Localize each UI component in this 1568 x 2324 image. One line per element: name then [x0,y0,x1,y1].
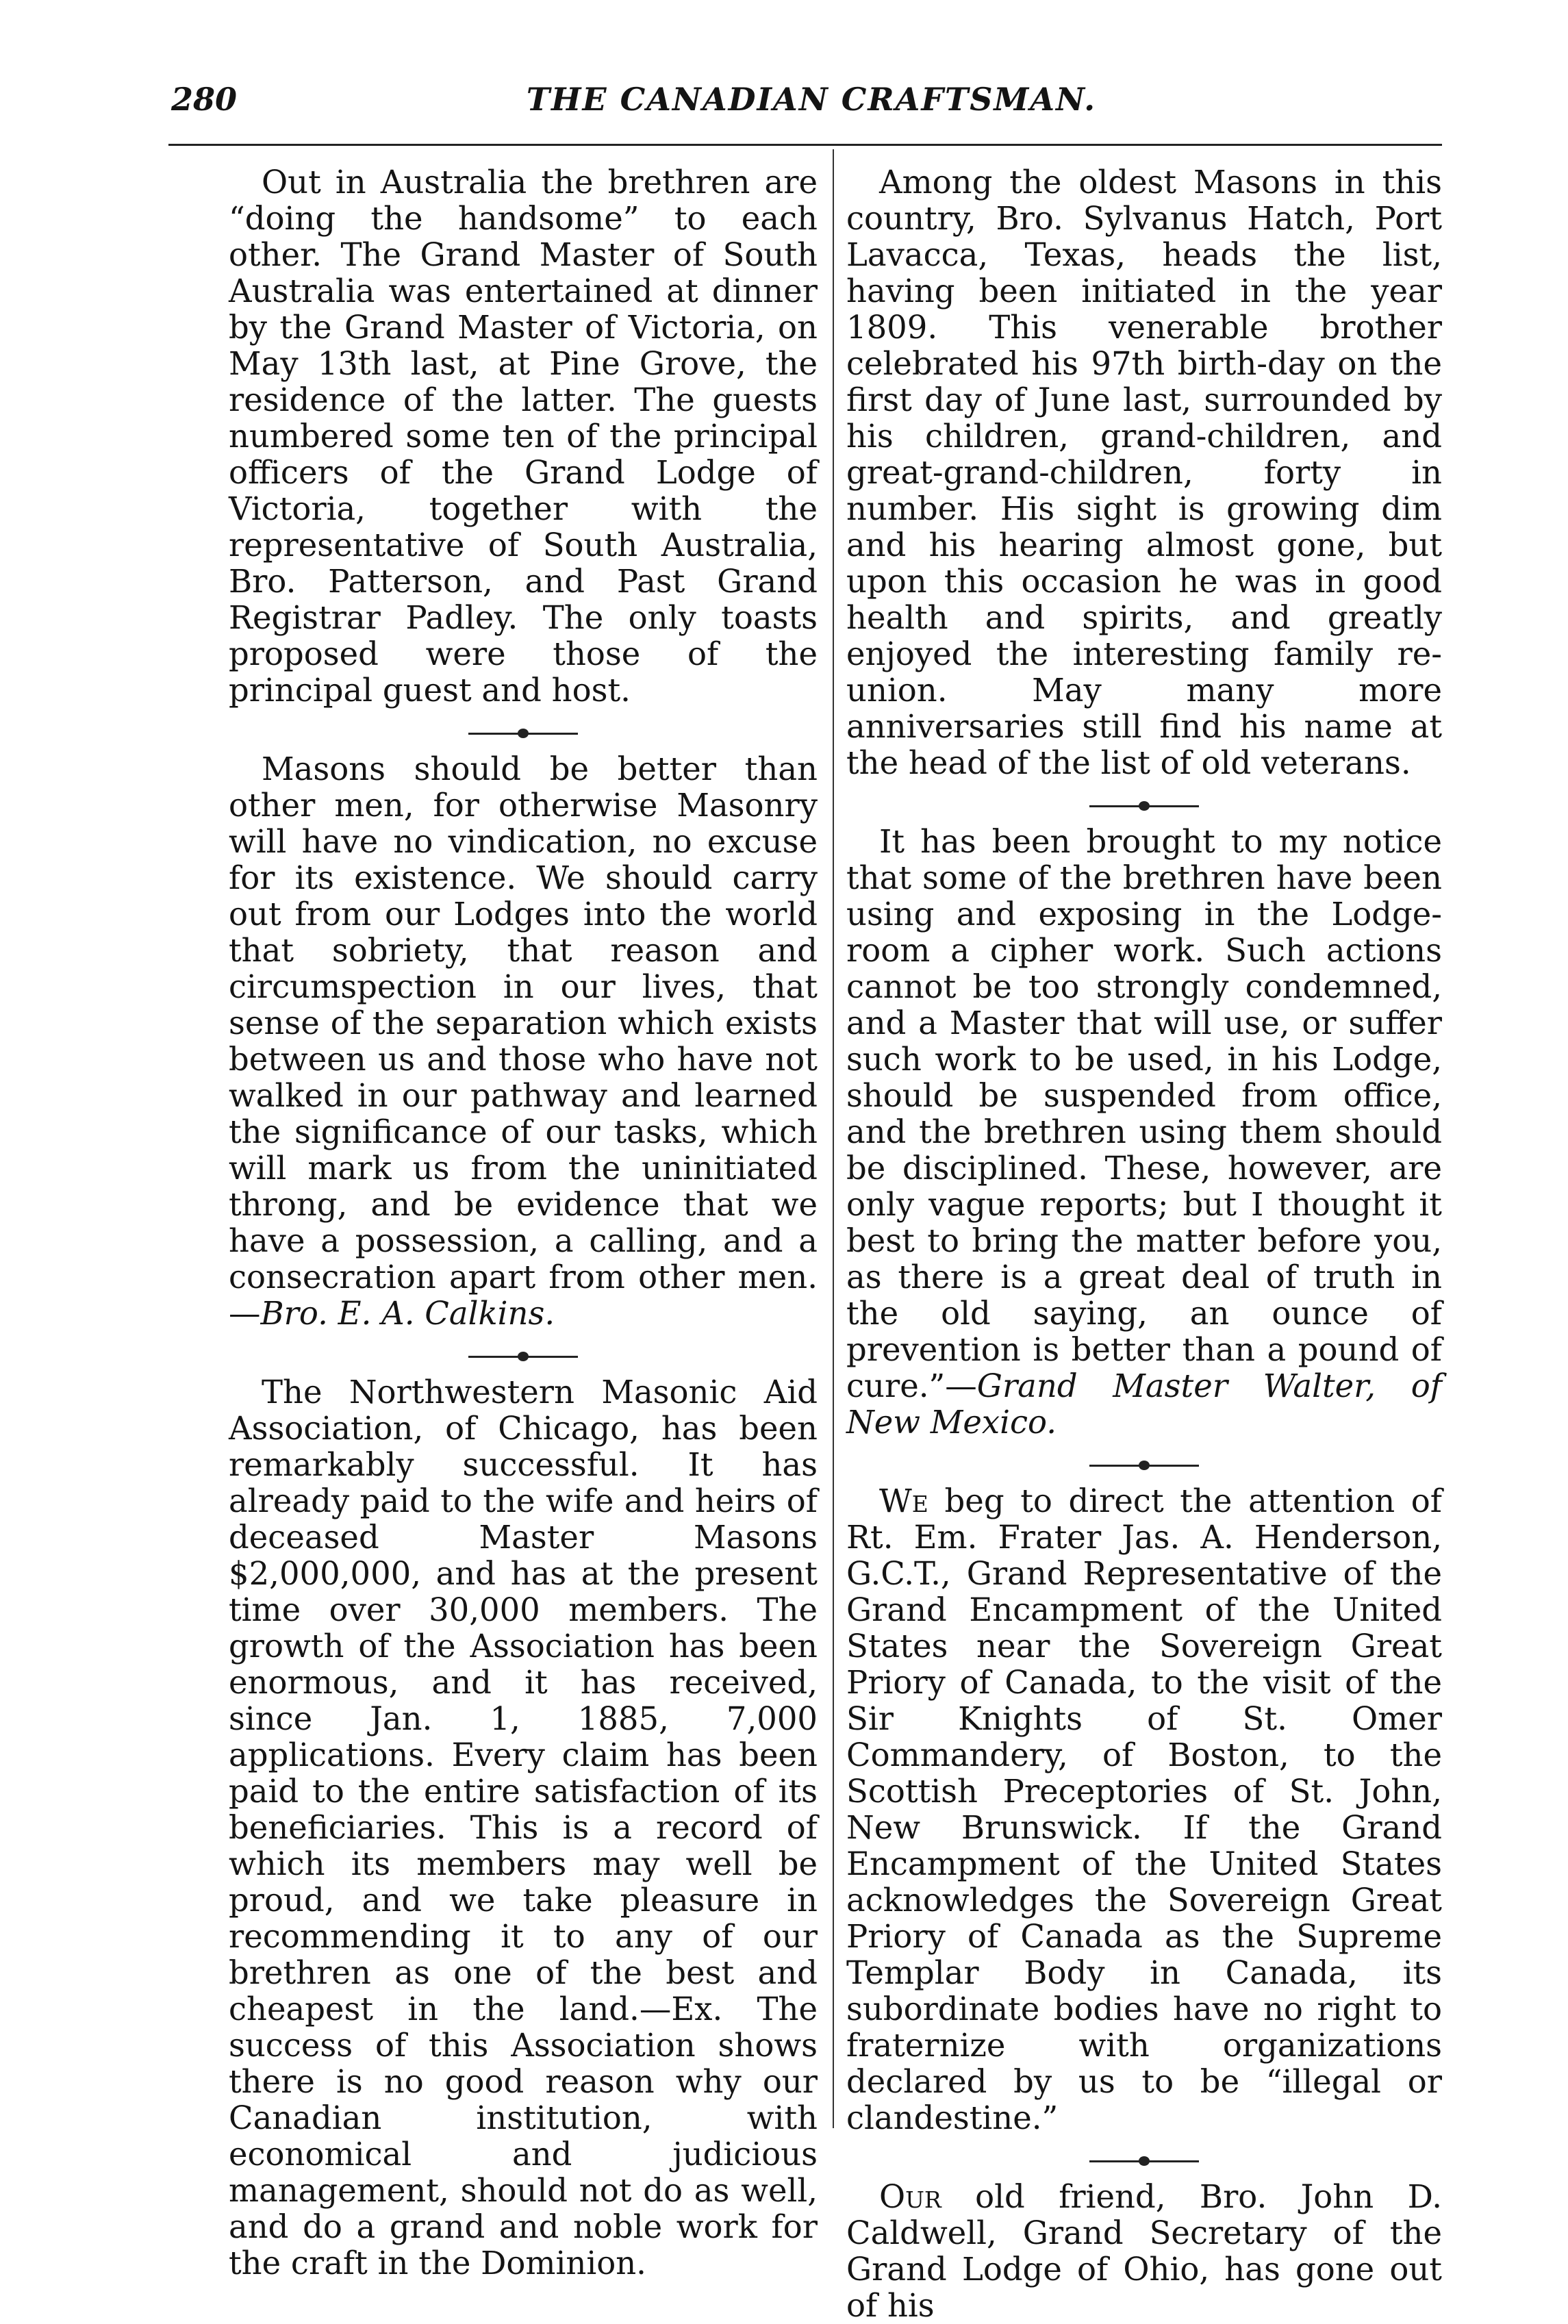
right-column [846,164,1442,2324]
article-lead-word: Our [879,2178,941,2215]
page-number: 280 [171,81,238,118]
article-australia [229,164,818,709]
running-title: THE CANADIAN CRAFTSMAN. [526,81,1097,118]
article-text: beg to direct the attention of Rt. Em. Frater Jas. A. Henderson, G.C.T., Grand Representative of the Grand Encampment of the United States near the Sovereign Great Priory of Canada, to the visit of the Sir Knights of St. Omer Commandery, of Boston, to the Scottish Preceptories of St. John, New Brunswick. If the Grand Encampment of the United States acknowledges the Sovereign Great Priory of Canada as the Supreme Templar Body in Canada, its subordinate bodies have no right to fraternize with organizations declared by us to be “illegal or clandestine.” [846,1482,1442,2136]
article-separator [1089,1452,1199,1479]
article-text: Out in Australia the brethren are “doing the handsome” to each other. The Grand Master of South Australia was entertained at dinner by the Grand Master of Victoria, on May 13th last, at Pine Grove, the residence of the latter. The guests numbered some ten of the principal officers of the Grand Lodge of Victoria, together with the representative of South Australia, Bro. Patterson, and Past Grand Registrar Padley. The only toasts proposed were those of the principal guest and host. [229,164,818,709]
article-text: Masons should be better than other men, for otherwise Masonry will have no vindication, no excuse for its existence. We should carry out from our Lodges into the world that sobriety, that reason and circumspection in our lives, that sense of the separation which exists between us and those who have not walked in our pathway and learned the significance of our tasks, which will mark us from the uninitiated throng, and be evidence that we have a possession, a calling, and a consecration apart from other men.— [229,750,818,1332]
article-text: old friend, Bro. John D. Caldwell, Grand Secretary of the Grand Lodge of Ohio, has gone out of his [846,2178,1442,2324]
page-header [171,81,1452,129]
article-separator [1089,2147,1199,2175]
column-divider [833,149,834,2128]
article-oldest-masons [846,164,1442,781]
article-henderson [846,1483,1442,2136]
article-separator [1089,792,1199,820]
article-separator [468,1343,578,1370]
article-text: The Northwestern Masonic Aid Association, of Chicago, has been remarkably successful. It has already paid to the wife and heirs of deceased Master Masons $2,000,000, and has at the present time over 30,000 members. The growth of the Association has been enormous, and it has received, since Jan. 1, 1885, 7,000 applications. Every claim has been paid to the entire satisfaction of its beneficiaries. This is a record of which its members may well be proud, and we take pleasure in recommending it to any of our brethren as one of the best and cheapest in the land.—Ex. The success of this Association shows there is no good reason why our Canadian institution, with economical and judicious management, should not do as well, and do a grand and noble work for the craft in the Dominion. [229,1374,818,2282]
header-rule [168,144,1442,146]
article-northwestern-aid [229,1374,818,2282]
article-attribution: Bro. E. A. Calkins. [260,1295,555,1332]
article-caldwell [846,2179,1442,2324]
left-column [229,164,818,2282]
article-text: It has been brought to my notice that some of the brethren have been using and exposing in the Lodge-room a cipher work. Such actions cannot be too strongly condemned, and a Master that will use, or suffer such work to be used, in his Lodge, should be suspended from office, and the brethren using them should be disciplined. These, however, are only vague reports; but I thought it best to bring the matter before you, as there is a great deal of truth in the old saying, an ounce of prevention is better than a pound of cure.”— [846,823,1442,1404]
article-separator [468,720,578,747]
article-cipher-work [846,824,1442,1441]
article-lead-word: We [879,1482,928,1519]
article-text: Among the oldest Masons in this country, Bro. Sylvanus Hatch, Port Lavacca, Texas, heads the list, having been initiated in the year 1809. This venerable brother celebrated his 97th birth-day on the first day of June last, surrounded by his children, grand-children, and great-grand-children, forty in number. His sight is growing dim and his hearing almost gone, but upon this occasion he was in good health and spirits, and greatly enjoyed the interesting family re-union. May many more anniversaries still find his name at the head of the list of old veterans. [846,164,1442,781]
article-attribution: Grand Master Walter, of New Mexico. [846,1367,1442,1441]
article-masons-better [229,751,818,1332]
